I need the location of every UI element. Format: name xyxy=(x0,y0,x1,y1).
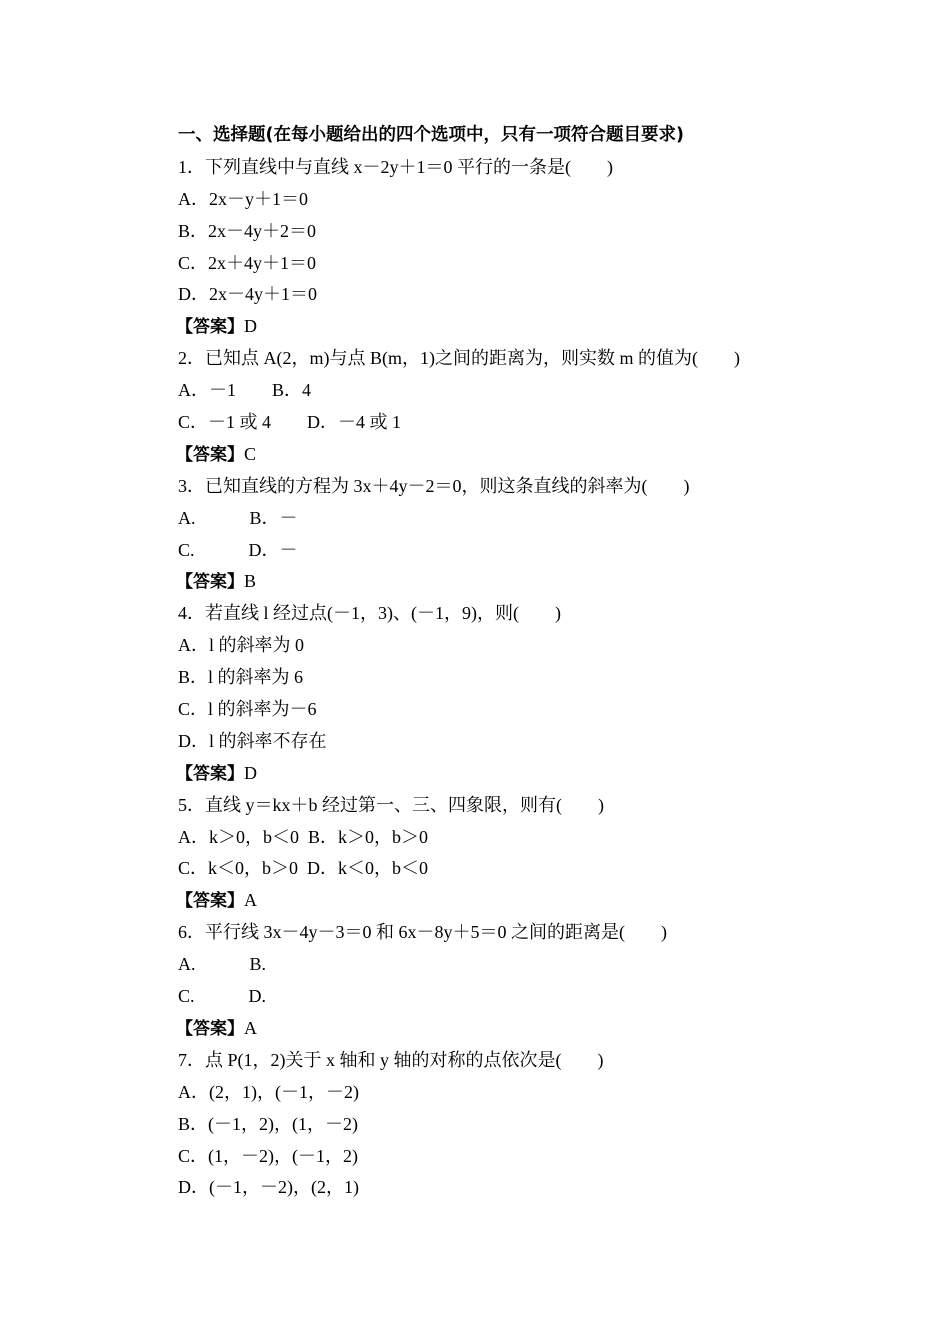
option-line: C．l 的斜率为－6 xyxy=(178,699,317,720)
option-line: C. D．－ xyxy=(178,539,298,560)
question-list xyxy=(178,120,818,1204)
option-line: A．(2，1)，(－1，－2) xyxy=(178,1081,359,1102)
question-stem: 2．已知点 A(2，m)与点 B(m，1)之间的距离为，则实数 m 的值为( ) xyxy=(178,348,740,369)
answer-value: D xyxy=(244,316,257,337)
question-stem: 1．下列直线中与直线 x－2y＋1＝0 平行的一条是( ) xyxy=(178,156,613,177)
answer-value: B xyxy=(244,571,257,592)
answer-value: C xyxy=(244,443,257,464)
option-line: D．2x－4y＋1＝0 xyxy=(178,284,317,305)
answer-label: 【答案】 xyxy=(176,763,244,784)
option-line: A．2x－y＋1＝0 xyxy=(178,188,308,209)
answer-label: 【答案】 xyxy=(176,1018,244,1039)
option-line: D．l 的斜率不存在 xyxy=(178,730,327,751)
option-line: B．(－1，2)，(1，－2) xyxy=(178,1113,358,1134)
option-line: A．l 的斜率为 0 xyxy=(178,635,304,656)
answer-value: D xyxy=(244,762,257,783)
answer-value: A xyxy=(244,1017,257,1038)
answer-label: 【答案】 xyxy=(176,317,244,338)
answer-line xyxy=(176,566,818,598)
option-line: B．l 的斜率为 6 xyxy=(178,667,304,688)
question-stem: 6．平行线 3x－4y－3＝0 和 6x－8y＋5＝0 之间的距离是( ) xyxy=(178,922,667,943)
option-line: D．(－1，－2)，(2，1) xyxy=(178,1177,359,1198)
answer-line xyxy=(176,885,818,917)
answer-label: 【答案】 xyxy=(176,444,244,465)
option-line: C．k＜0，b＞0 D．k＜0，b＜0 xyxy=(178,858,429,879)
section-title: 一、选择题(在每小题给出的四个选项中，只有一项符合题目要求) xyxy=(178,125,684,145)
answer-value: A xyxy=(244,890,257,911)
question-stem: 7．点 P(1，2)关于 x 轴和 y 轴的对称的点依次是( ) xyxy=(178,1049,604,1070)
option-line: A．k＞0，b＜0 B．k＞0，b＞0 xyxy=(178,826,429,847)
answer-line xyxy=(176,311,818,343)
answer-label: 【答案】 xyxy=(176,891,244,912)
option-line: A. B．－ xyxy=(178,507,298,528)
answer-line xyxy=(176,1013,818,1045)
question-stem: 4．若直线 l 经过点(－1，3)、(－1，9)，则( ) xyxy=(178,603,561,624)
answer-line xyxy=(176,439,818,471)
option-line: A. B. xyxy=(178,954,267,975)
option-line: C．2x＋4y＋1＝0 xyxy=(178,252,317,273)
question-stem: 3．已知直线的方程为 3x＋4y－2＝0，则这条直线的斜率为( ) xyxy=(178,475,690,496)
option-line: C．(1，－2)，(－1，2) xyxy=(178,1145,358,1166)
answer-line xyxy=(176,758,818,790)
option-line: C．－1 或 4 D．－4 或 1 xyxy=(178,412,402,433)
option-line: A．－1 B．4 xyxy=(178,380,312,401)
question-stem: 5．直线 y＝kx＋b 经过第一、三、四象限，则有( ) xyxy=(178,794,604,815)
option-line: C. D. xyxy=(178,986,267,1007)
option-line: B．2x－4y＋2＝0 xyxy=(178,220,317,241)
answer-label: 【答案】 xyxy=(176,572,244,593)
